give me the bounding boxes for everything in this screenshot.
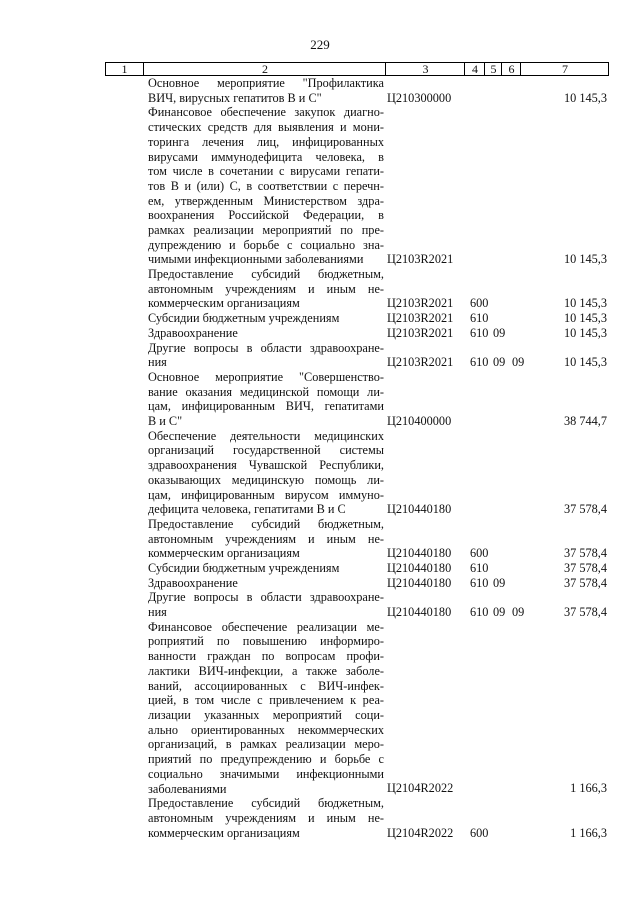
- target-code: Ц210440180: [387, 561, 452, 576]
- row-description: [148, 311, 384, 326]
- section: 09: [493, 325, 506, 340]
- target-code: Ц210440180: [387, 575, 452, 590]
- row-description: [148, 76, 384, 105]
- row-description: [148, 429, 384, 517]
- description-line: организаций государственной системы: [148, 443, 384, 458]
- amount: 10 145,3: [563, 311, 607, 326]
- description-line: воохранения Российской Федерации, в: [148, 208, 384, 223]
- row-description: [148, 576, 384, 591]
- row-description: [148, 105, 384, 267]
- header-col-3: 3: [385, 63, 465, 75]
- amount: 37 578,4: [563, 575, 607, 590]
- row-description: [148, 370, 384, 429]
- description-line: коммерческим организациям: [148, 825, 300, 840]
- table-row: [0, 311, 640, 326]
- table-row: [0, 576, 640, 591]
- amount: 1 166,3: [570, 781, 607, 796]
- header-col-1: 1: [121, 62, 128, 76]
- description-line: Обеспечение деятельности медицинских: [148, 428, 384, 443]
- section: 09: [493, 355, 506, 370]
- description-line: Субсидии бюджетным учреждениям: [148, 311, 340, 326]
- target-code: Ц2103R2021: [387, 311, 454, 326]
- description-line: ванности граждан по вопросам профи-: [148, 649, 384, 664]
- description-line: автономным учреждениям и иным не-: [148, 281, 384, 296]
- description-line: рамках реализации мероприятий по пре-: [148, 223, 384, 238]
- description-line: ВИЧ, вирусных гепатитов В и С": [148, 90, 322, 105]
- description-line: торинга лечения лиц, инфицированных: [148, 134, 384, 149]
- description-line: коммерческим организациям: [148, 546, 300, 561]
- table-row: [0, 590, 640, 619]
- expense-type: 610: [470, 575, 489, 590]
- table-row: [0, 326, 640, 341]
- table-header: [105, 62, 609, 76]
- row-description: [148, 267, 384, 311]
- section: 09: [493, 605, 506, 620]
- description-line: дефицита человека, гепатитами В и С: [148, 502, 346, 517]
- description-line: Финансовое обеспечение закупок диагно-: [148, 105, 384, 120]
- row-description: [148, 561, 384, 576]
- description-line: стических средств для выявления и мони-: [148, 120, 384, 135]
- description-line: Основное мероприятие "Профилактика: [148, 76, 384, 90]
- description-line: цам, инфицированным ВИЧ, гепатитами: [148, 399, 384, 414]
- table-row: [0, 105, 640, 267]
- expense-type: 600: [470, 825, 489, 840]
- table-row: [0, 267, 640, 311]
- header-col-2: 2: [143, 63, 386, 75]
- description-line: здравоохранения Чувашской Республики,: [148, 458, 384, 473]
- description-line: лизации указанных мероприятий соци-: [148, 708, 384, 722]
- expense-type: 600: [470, 546, 489, 561]
- header-col-5: 5: [484, 63, 502, 75]
- page-number: 229: [310, 37, 330, 52]
- subsection: 09: [512, 605, 525, 620]
- description-line: ем, утвержденным Министерством здра-: [148, 193, 384, 208]
- description-line: приятий по предупреждению и борьбе с: [148, 752, 384, 767]
- description-line: автономным учреждениям и иным не-: [148, 810, 384, 825]
- description-line: автономным учреждениям и иным не-: [148, 531, 384, 546]
- table-row: [0, 561, 640, 576]
- target-code: Ц2104R2022: [387, 781, 454, 796]
- row-description: [148, 517, 384, 561]
- target-code: Ц2103R2021: [387, 355, 454, 370]
- description-line: организаций, в рамках реализации меро-: [148, 737, 384, 752]
- description-line: дупреждению и борьбе с социально зна-: [148, 237, 384, 252]
- description-line: коммерческим организациям: [148, 296, 300, 311]
- amount: 10 145,3: [563, 252, 607, 267]
- table-row: [0, 341, 640, 370]
- amount: 10 145,3: [563, 296, 607, 311]
- table-row: [0, 620, 640, 796]
- amount: 1 166,3: [570, 825, 607, 840]
- table-row: [0, 76, 640, 105]
- expense-type: 610: [470, 325, 489, 340]
- amount: 37 578,4: [563, 605, 607, 620]
- description-line: ния: [148, 605, 167, 620]
- description-line: ния: [148, 355, 167, 370]
- description-line: ально ориентированных некоммерческих: [148, 722, 384, 737]
- target-code: Ц210400000: [387, 414, 452, 429]
- expense-type: 610: [470, 605, 489, 620]
- amount: 38 744,7: [563, 414, 607, 429]
- description-line: оказывающих медицинскую помощь ли-: [148, 472, 384, 487]
- description-line: вание оказания медицинской помощи ли-: [148, 384, 384, 399]
- row-description: [148, 590, 384, 619]
- description-line: роприятий по повышению информиро-: [148, 634, 384, 649]
- section: 09: [493, 575, 506, 590]
- description-line: Предоставление субсидий бюджетным,: [148, 796, 384, 811]
- target-code: Ц2103R2021: [387, 252, 454, 267]
- amount: 37 578,4: [563, 546, 607, 561]
- header-col-6: 6: [501, 63, 521, 75]
- row-description: [148, 796, 384, 840]
- table-body: [0, 76, 640, 840]
- description-line: чимыми инфекционными заболеваниями: [148, 252, 364, 267]
- amount: 10 145,3: [563, 355, 607, 370]
- description-line: Здравоохранение: [148, 575, 238, 590]
- amount: 37 578,4: [563, 561, 607, 576]
- target-code: Ц210440180: [387, 605, 452, 620]
- header-col-7: 7: [520, 63, 609, 75]
- row-description: [148, 341, 384, 370]
- description-line: В и С": [148, 414, 183, 429]
- description-line: вирусами иммунодефицита человека, в: [148, 149, 384, 164]
- amount: 10 145,3: [563, 90, 607, 105]
- amount: 10 145,3: [563, 325, 607, 340]
- target-code: Ц2103R2021: [387, 296, 454, 311]
- target-code: Ц210440180: [387, 546, 452, 561]
- description-line: лактики ВИЧ-инфекции, а также заболе-: [148, 663, 384, 678]
- description-line: Здравоохранение: [148, 325, 238, 340]
- description-line: Предоставление субсидий бюджетным,: [148, 516, 384, 531]
- header-col-4: 4: [464, 63, 485, 75]
- description-line: Субсидии бюджетным учреждениям: [148, 561, 340, 576]
- description-line: цам, инфицированным вирусом иммуно-: [148, 487, 384, 502]
- description-line: том числе в сочетании с вирусами гепати-: [148, 164, 384, 179]
- table-row: [0, 796, 640, 840]
- description-line: ваний, ассоциированных с ВИЧ-инфек-: [148, 678, 384, 693]
- target-code: Ц2104R2022: [387, 825, 454, 840]
- table-row: [0, 429, 640, 517]
- description-line: Финансовое обеспечение реализации ме-: [148, 619, 384, 634]
- row-description: [148, 620, 384, 796]
- expense-type: 610: [470, 311, 489, 326]
- description-line: социально значимыми инфекционными: [148, 766, 384, 781]
- table-row: [0, 370, 640, 429]
- row-description: [148, 326, 384, 341]
- subsection: 09: [512, 355, 525, 370]
- description-line: тов В и (или) С, в соответствии с перечн-: [148, 178, 384, 193]
- amount: 37 578,4: [563, 502, 607, 517]
- target-code: Ц210300000: [387, 90, 452, 105]
- description-line: цией, в том числе с привлечением к реа-: [148, 693, 384, 708]
- table-row: [0, 517, 640, 561]
- expense-type: 610: [470, 355, 489, 370]
- target-code: Ц210440180: [387, 502, 452, 517]
- description-line: заболеваниями: [148, 781, 227, 796]
- description-line: Основное мероприятие "Совершенство-: [148, 369, 384, 384]
- target-code: Ц2103R2021: [387, 325, 454, 340]
- description-line: Другие вопросы в области здравоохране-: [148, 340, 384, 355]
- expense-type: 610: [470, 561, 489, 576]
- description-line: Другие вопросы в области здравоохране-: [148, 590, 384, 605]
- description-line: Предоставление субсидий бюджетным,: [148, 267, 384, 282]
- expense-type: 600: [470, 296, 489, 311]
